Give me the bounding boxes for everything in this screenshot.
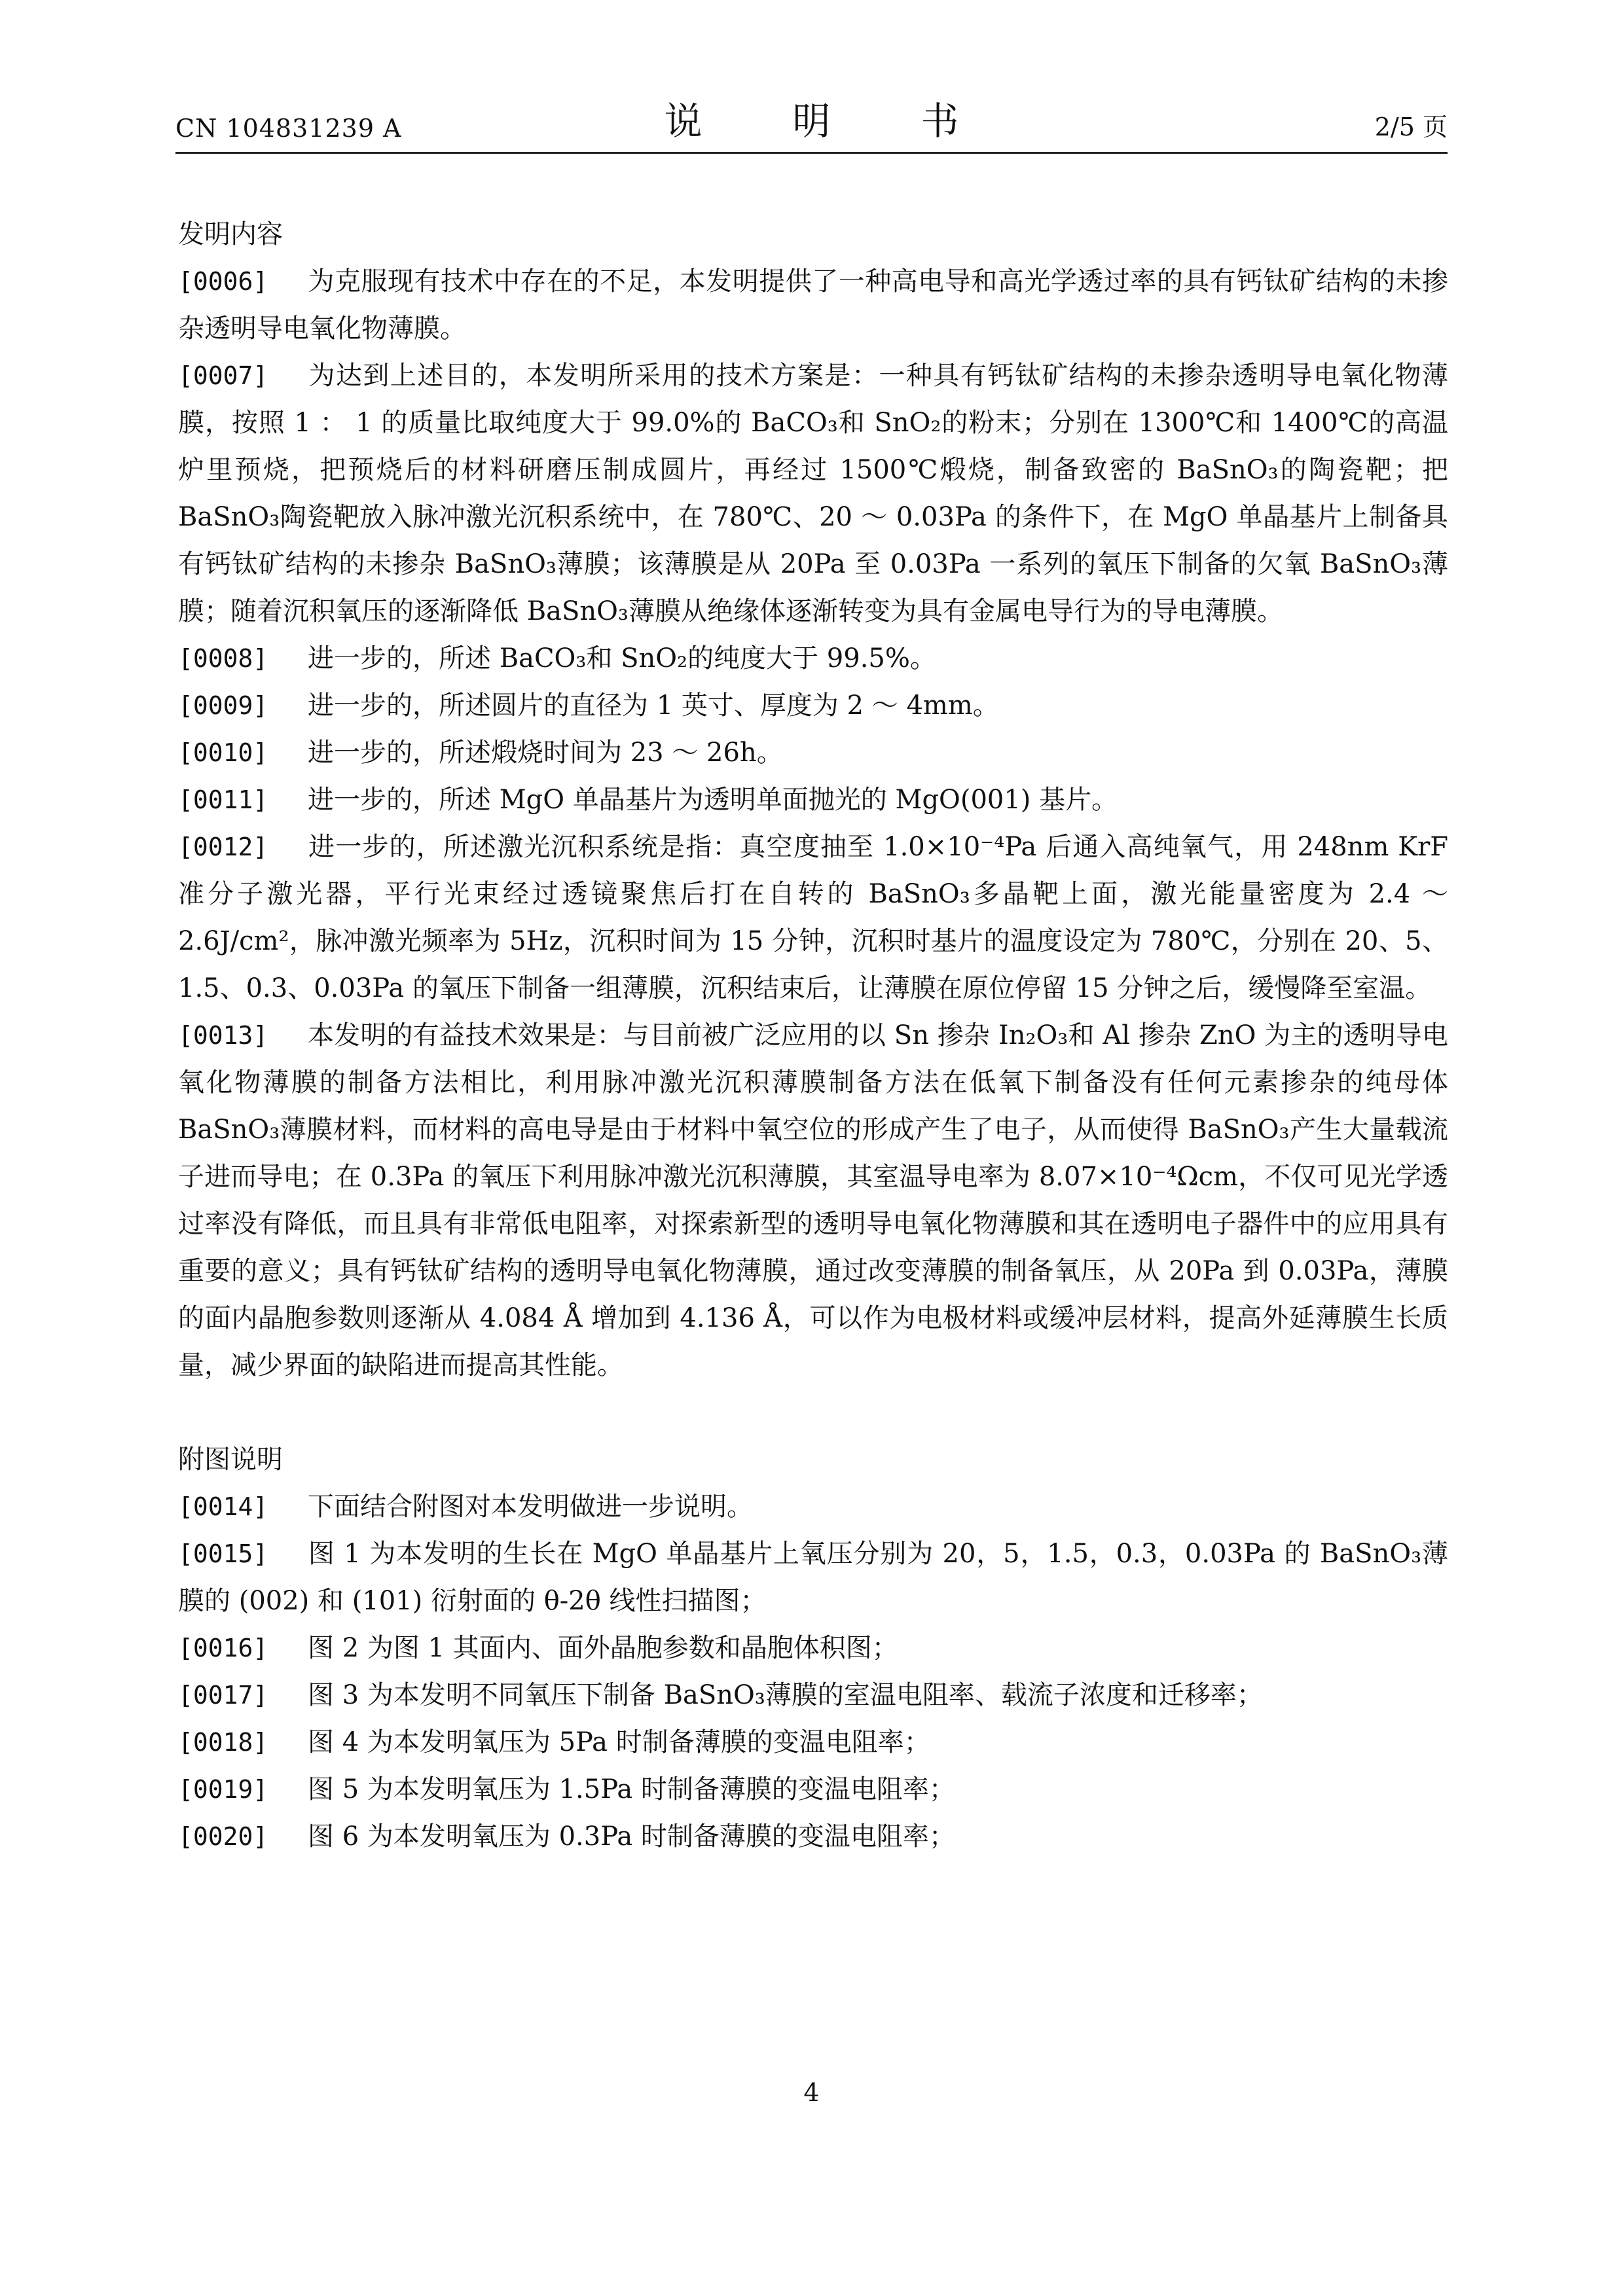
paragraph xyxy=(178,1813,1448,1860)
paragraph-text: 图 4 为本发明氧压为 5Pa 时制备薄膜的变温电阻率； xyxy=(308,1727,930,1757)
paragraph-text: 进一步的，所述圆片的直径为 1 英寸、厚度为 2 ～ 4mm。 xyxy=(308,691,999,721)
paragraph-number: [0012] xyxy=(178,833,268,861)
paragraph-text: 图 1 为本发明的生长在 MgO 单晶基片上氧压分别为 20，5，1.5，0.3，0.03Pa 的 BaSnO₃薄膜的 (002) 和 (101) 衍射面的 θ-2θ 线性扫描图； xyxy=(178,1539,1448,1616)
paragraph xyxy=(178,682,1448,729)
paragraph xyxy=(178,1624,1448,1672)
paragraph-number: [0020] xyxy=(178,1822,268,1851)
paragraph-text: 为克服现有技术中存在的不足，本发明提供了一种高电导和高光学透过率的具有钙钛矿结构的未掺杂透明导电氧化物薄膜。 xyxy=(178,266,1448,344)
header-divider xyxy=(175,152,1448,154)
paragraph-text: 图 3 为本发明不同氧压下制备 BaSnO₃薄膜的室温电阻率、载流子浓度和迁移率； xyxy=(308,1680,1263,1710)
paragraph-number: [0016] xyxy=(178,1634,268,1662)
paragraph xyxy=(178,1530,1448,1624)
paragraph-number: [0009] xyxy=(178,691,268,720)
paragraph-number: [0019] xyxy=(178,1775,268,1804)
paragraph xyxy=(178,823,1448,1012)
paragraph-number: [0013] xyxy=(178,1021,268,1050)
paragraph xyxy=(178,1483,1448,1530)
paragraph-text: 图 6 为本发明氧压为 0.3Pa 时制备薄膜的变温电阻率； xyxy=(308,1821,955,1852)
paragraph-number: [0017] xyxy=(178,1681,268,1710)
paragraph-number: [0010] xyxy=(178,738,268,767)
paragraph xyxy=(178,1719,1448,1766)
paragraph xyxy=(178,1012,1448,1389)
paragraph-number: [0018] xyxy=(178,1728,268,1757)
paragraph-text: 为达到上述目的，本发明所采用的技术方案是：一种具有钙钛矿结构的未掺杂透明导电氧化物薄膜，按照 1 ： 1 的质量比取纯度大于 99.0%的 BaCO₃和 SnO₂的粉末；分别在 1300℃和 1400℃的高温炉里预烧，把预烧后的材料研磨压制成圆片，再经过 1500℃煅烧，制备致密的 BaSnO₃的陶瓷靶；把 BaSnO₃陶瓷靶放入脉冲激光沉积系统中，在 780℃、20 ～ 0.03Pa 的条件下，在 MgO 单晶基片上制备具有钙钛矿结构的未掺杂 BaSnO₃薄膜；该薄膜是从 20Pa 至 0.03Pa 一系列的氧压下制备的欠氧 BaSnO₃薄膜；随着沉积氧压的逐渐降低 BaSnO₃薄膜从绝缘体逐渐转变为具有金属电导行为的导电薄膜。 xyxy=(178,361,1448,626)
paragraph-text: 进一步的，所述激光沉积系统是指：真空度抽至 1.0×10⁻⁴Pa 后通入高纯氧气，用 248nm KrF 准分子激光器，平行光束经过透镜聚焦后打在自转的 BaSnO₃多晶靶上面，激光能量密度为 2.4 ～ 2.6J/cm²，脉冲激光频率为 5Hz，沉积时间为 15 分钟，沉积时基片的温度设定为 780℃，分别在 20、5、1.5、0.3、0.03Pa 的氧压下制备一组薄膜，沉积结束后，让薄膜在原位停留 15 分钟之后，缓慢降至室温。 xyxy=(178,832,1448,1003)
paragraph xyxy=(178,729,1448,776)
paragraph-text: 进一步的，所述煅烧时间为 23 ～ 26h。 xyxy=(308,738,783,768)
paragraph xyxy=(178,352,1448,635)
page-label: 2/5 页 xyxy=(1374,113,1448,141)
paragraph-number: [0015] xyxy=(178,1539,268,1568)
section-heading-summary: 发明内容 xyxy=(178,219,283,249)
paragraph-number: [0006] xyxy=(178,267,268,296)
section-gap xyxy=(178,1389,1448,1436)
page-content xyxy=(178,211,1448,1860)
page-number: 4 xyxy=(803,2078,820,2107)
paragraph-text: 图 2 为图 1 其面内、面外晶胞参数和晶胞体积图； xyxy=(308,1633,898,1663)
paragraph xyxy=(178,1766,1448,1813)
paragraph-number: [0014] xyxy=(178,1492,268,1521)
paragraph xyxy=(178,1672,1448,1719)
patent-number: CN 104831239 A xyxy=(175,114,402,143)
section-heading-figures: 附图说明 xyxy=(178,1444,283,1475)
paragraph-number: [0007] xyxy=(178,361,268,390)
paragraph-text: 进一步的，所述 MgO 单晶基片为透明单面抛光的 MgO(001) 基片。 xyxy=(308,785,1118,815)
paragraph-text: 下面结合附图对本发明做进一步说明。 xyxy=(308,1492,753,1522)
paragraph xyxy=(178,776,1448,823)
paragraph-text: 进一步的，所述 BaCO₃和 SnO₂的纯度大于 99.5%。 xyxy=(308,643,936,673)
document-title: 说 明 书 xyxy=(664,99,985,143)
paragraph xyxy=(178,635,1448,682)
paragraph xyxy=(178,258,1448,352)
paragraph-number: [0011] xyxy=(178,785,268,814)
paragraph-text: 本发明的有益技术效果是：与目前被广泛应用的以 Sn 掺杂 In₂O₃和 Al 掺杂 ZnO 为主的透明导电氧化物薄膜的制备方法相比，利用脉冲激光沉积薄膜制备方法在低氧下制备没有任何元素掺杂的纯母体 BaSnO₃薄膜材料，而材料的高电导是由于材料中氧空位的形成产生了电子，从而使得 BaSnO₃产生大量载流子进而导电；在 0.3Pa 的氧压下利用脉冲激光沉积薄膜，其室温导电率为 8.07×10⁻⁴Ωcm，不仅可见光学透过率没有降低，而且具有非常低电阻率，对探索新型的透明导电氧化物薄膜和其在透明电子器件中的应用具有重要的意义；具有钙钛矿结构的透明导电氧化物薄膜，通过改变薄膜的制备氧压，从 20Pa 到 0.03Pa，薄膜的面内晶胞参数则逐渐从 4.084 Å 增加到 4.136 Å，可以作为电极材料或缓冲层材料，提高外延薄膜生长质量，减少界面的缺陷进而提高其性能。 xyxy=(178,1020,1448,1380)
paragraph-number: [0008] xyxy=(178,644,268,673)
page-header xyxy=(175,98,1448,151)
paragraph-text: 图 5 为本发明氧压为 1.5Pa 时制备薄膜的变温电阻率； xyxy=(308,1774,955,1804)
